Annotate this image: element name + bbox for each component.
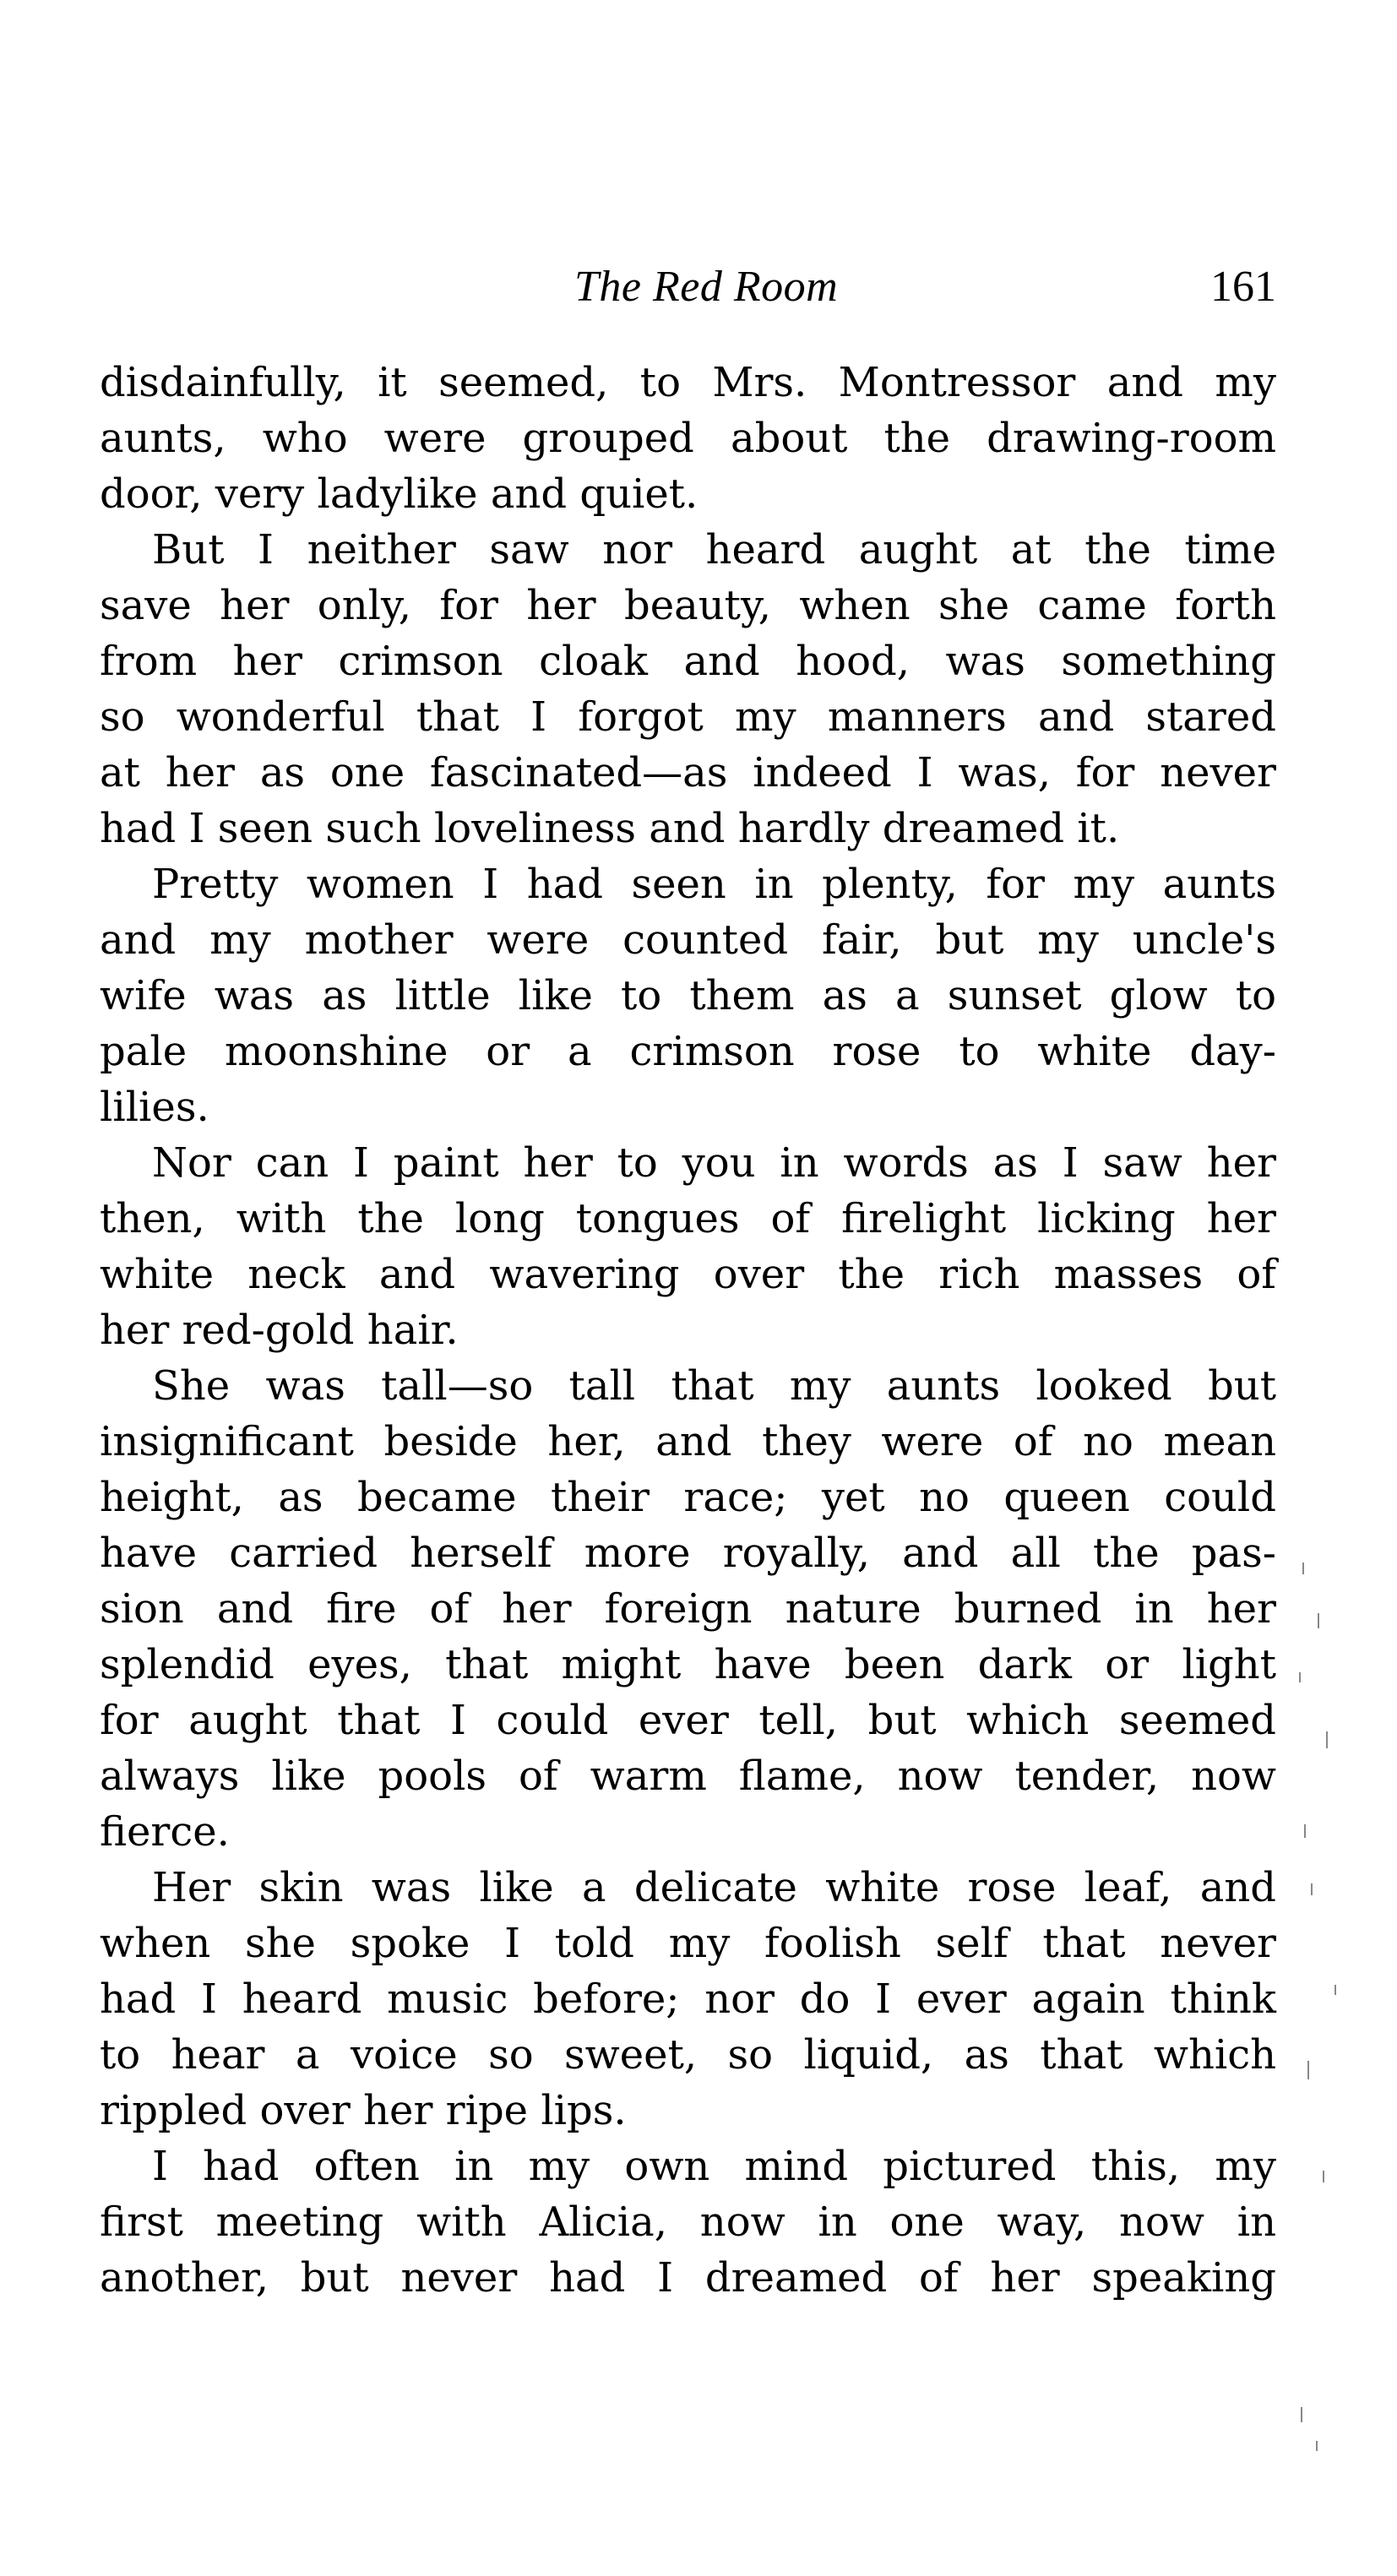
scan-mark	[1302, 1562, 1304, 1574]
text-line: wife was as little like to them as a sunset glow to	[100, 972, 1276, 1019]
scan-mark	[1326, 1731, 1328, 1748]
text-line: to hear a voice so sweet, so liquid, as that which	[100, 2031, 1276, 2079]
text-line: from her crimson cloak and hood, was something	[100, 638, 1276, 685]
scan-mark	[1311, 1883, 1313, 1895]
text-line: Her skin was like a delicate white rose leaf, and	[152, 1864, 1276, 1911]
text-line: sion and fire of her foreign nature burned in her	[100, 1585, 1276, 1633]
scan-mark	[1301, 2407, 1302, 2422]
text-line: rippled over her ripe lips.	[100, 2087, 627, 2134]
scan-mark	[1334, 1985, 1336, 1995]
text-line: have carried herself more royally, and all the pas-	[100, 1530, 1276, 1577]
text-line: first meeting with Alicia, now in one way, now in	[100, 2198, 1276, 2246]
text-line: and my mother were counted fair, but my uncle's	[100, 916, 1276, 964]
text-line: so wonderful that I forgot my manners and stared	[100, 693, 1276, 741]
text-line: height, as became their race; yet no queen could	[100, 1474, 1276, 1521]
scan-mark	[1316, 2441, 1318, 2451]
text-line: splendid eyes, that might have been dark or light	[100, 1641, 1276, 1688]
text-line: save her only, for her beauty, when she came forth	[100, 582, 1276, 629]
scan-mark	[1323, 2171, 1324, 2182]
text-line: white neck and wavering over the rich masses of	[100, 1251, 1276, 1298]
text-line: But I neither saw nor heard aught at the time	[152, 526, 1276, 573]
text-line: She was tall—so tall that my aunts looked but	[152, 1362, 1276, 1410]
text-line: had I heard music before; nor do I ever again think	[100, 1975, 1276, 2023]
body-text	[100, 355, 1276, 2306]
text-line: Nor can I paint her to you in words as I saw her	[152, 1139, 1276, 1187]
scan-mark	[1304, 1824, 1306, 1838]
margin-scan-marks	[1292, 1562, 1351, 2576]
text-line: pale moonshine or a crimson rose to white day-	[100, 1028, 1276, 1075]
text-line: Pretty women I had seen in plenty, for my aunts	[152, 861, 1276, 908]
text-line: insignificant beside her, and they were of no mean	[100, 1418, 1276, 1465]
running-title: The Red Room	[574, 263, 839, 311]
text-line: for aught that I could ever tell, but which seemed	[100, 1697, 1276, 1744]
text-line: her red-gold hair.	[100, 1307, 459, 1354]
text-line: then, with the long tongues of firelight licking her	[100, 1195, 1276, 1242]
scan-mark	[1318, 1613, 1319, 1628]
scan-mark	[1299, 1672, 1301, 1682]
scan-mark	[1307, 2061, 1309, 2079]
text-line: at her as one fascinated—as indeed I was, for never	[100, 749, 1276, 796]
text-line: always like pools of warm flame, now tender, now	[100, 1753, 1276, 1800]
text-line: had I seen such loveliness and hardly dreamed it.	[100, 805, 1120, 852]
text-line: another, but never had I dreamed of her speaking	[100, 2254, 1276, 2302]
text-line: I had often in my own mind pictured this, my	[152, 2143, 1276, 2190]
text-line: lilies.	[100, 1084, 209, 1131]
text-line: door, very ladylike and quiet.	[100, 470, 698, 518]
text-line: aunts, who were grouped about the drawing-room	[100, 415, 1276, 462]
text-line: when she spoke I told my foolish self that never	[100, 1920, 1276, 1967]
page-number: 161	[1210, 263, 1276, 311]
text-line: fierce.	[100, 1808, 230, 1856]
text-line: disdainfully, it seemed, to Mrs. Montressor and my	[100, 359, 1276, 406]
running-head	[0, 253, 1397, 321]
